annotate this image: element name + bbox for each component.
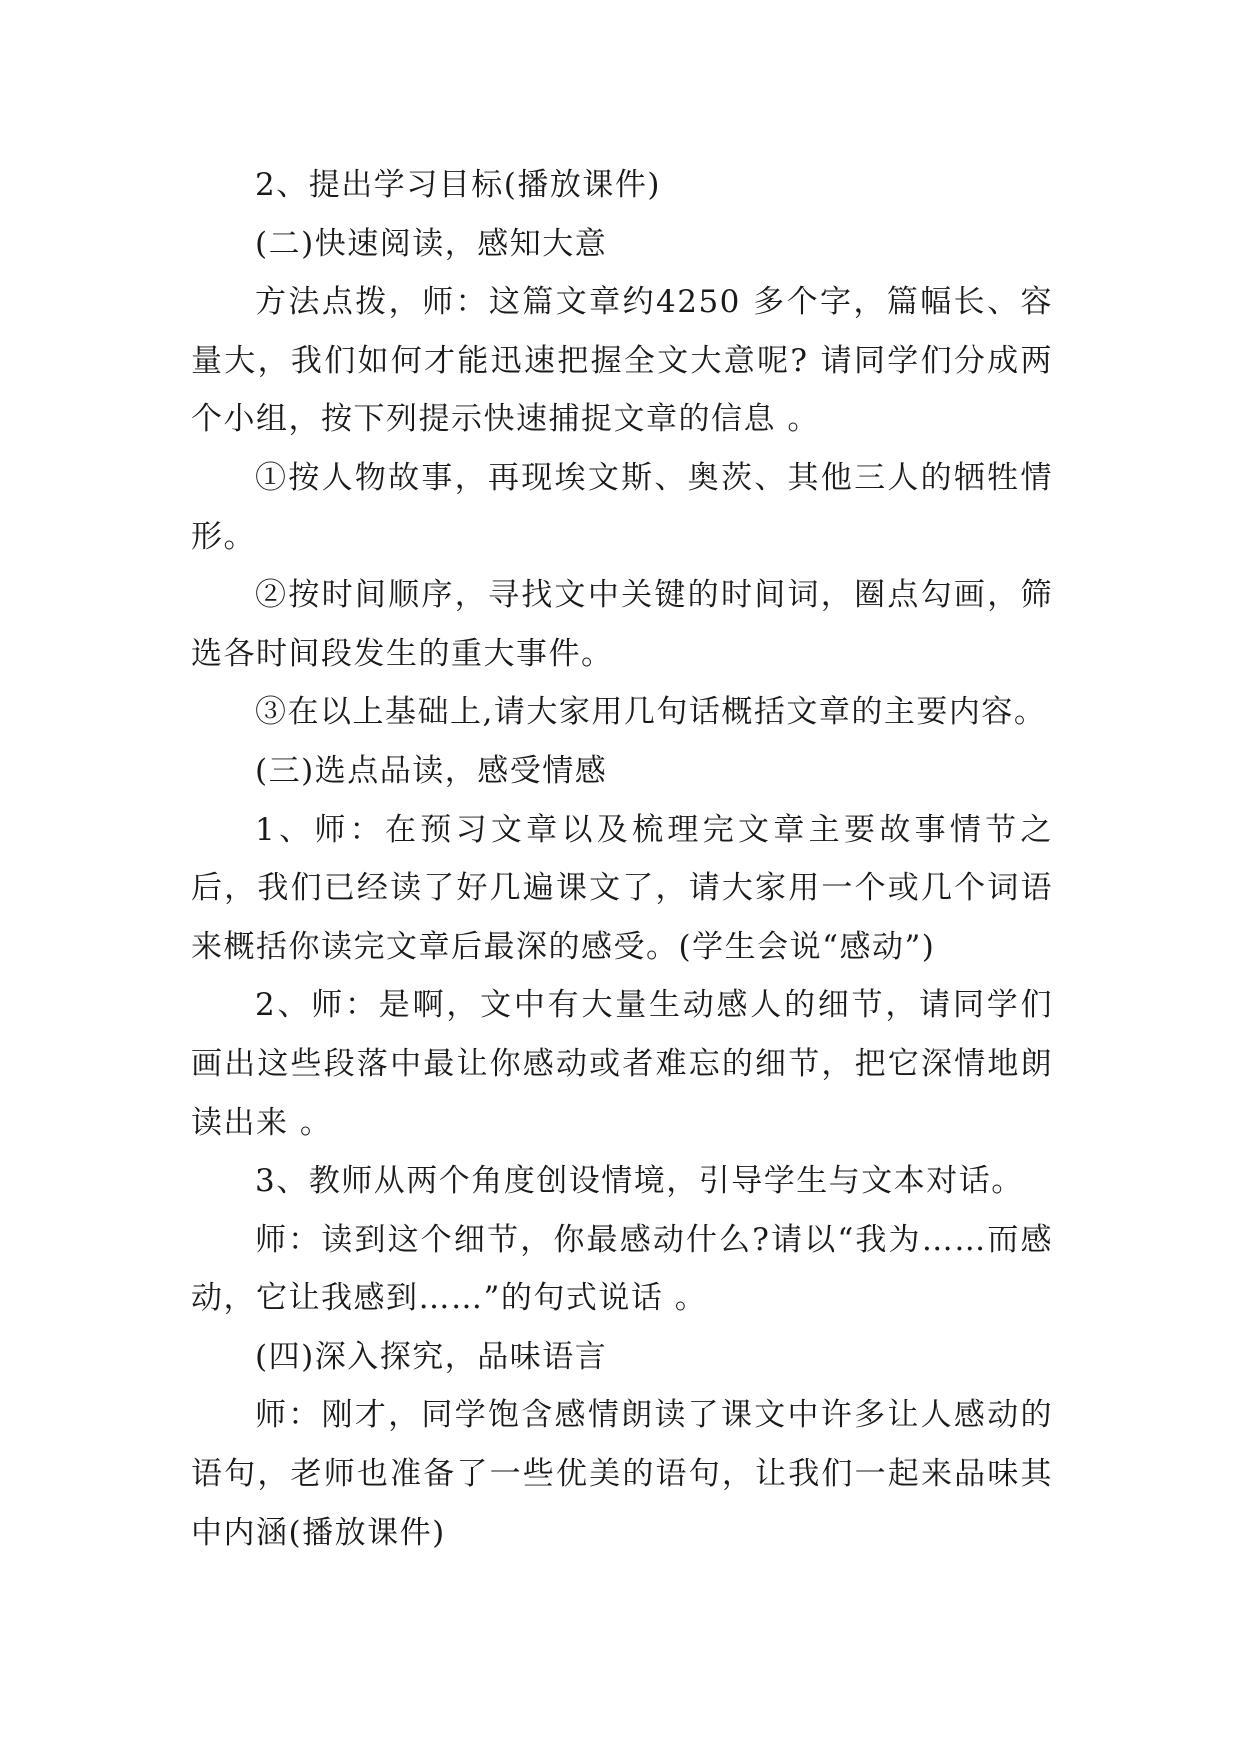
list-item: ③在以上基础上,请大家用几句话概括文章的主要内容。 — [255, 694, 1047, 731]
paragraph: 方法点拨，师：这篇文章约4250 多个字，篇幅长、容量大，我们如何才能迅速把握全文大意呢? 请同学们分成两个小组，按下列提示快速捕捉文章的信息 。 — [191, 284, 1053, 438]
paragraph: 师：读到这个细节，你最感动什么?请以“我为……而感动，它让我感到……”的句式说话 。 — [191, 1221, 1053, 1317]
paragraph: 3、教师从两个角度创设情境，引导学生与文本对话。 — [255, 1163, 1024, 1200]
list-item: ①按人物故事，再现埃文斯、奥茨、其他三人的牺牲情形。 — [191, 459, 1053, 555]
paragraph: 2、提出学习目标(播放课件) — [255, 167, 661, 203]
section-heading: (二)快速阅读，感知大意 — [255, 225, 608, 262]
paragraph: 师：刚才，同学饱含感情朗读了课文中许多让人感动的语句，老师也准备了一些优美的语句，让我们一起来品味其中内涵(播放课件) — [191, 1397, 1053, 1551]
paragraph: 2、师：是啊，文中有大量生动感人的细节，请同学们画出这些段落中最让你感动或者难忘的细节，把它深情地朗读出来 。 — [191, 987, 1053, 1141]
list-item: ②按时间顺序，寻找文中关键的时间词，圈点勾画，筛选各时间段发生的重大事件。 — [191, 577, 1053, 672]
paragraph: 1、师：在预习文章以及梳理完文章主要故事情节之后，我们已经读了好几遍课文了，请大家用一个或几个词语来概括你读完文章后最深的感受。(学生会说“感动”) — [191, 811, 1053, 965]
section-heading: (四)深入探究，品味语言 — [255, 1338, 608, 1375]
section-heading: (三)选点品读，感受情感 — [255, 752, 608, 789]
document-body — [191, 156, 1053, 1562]
